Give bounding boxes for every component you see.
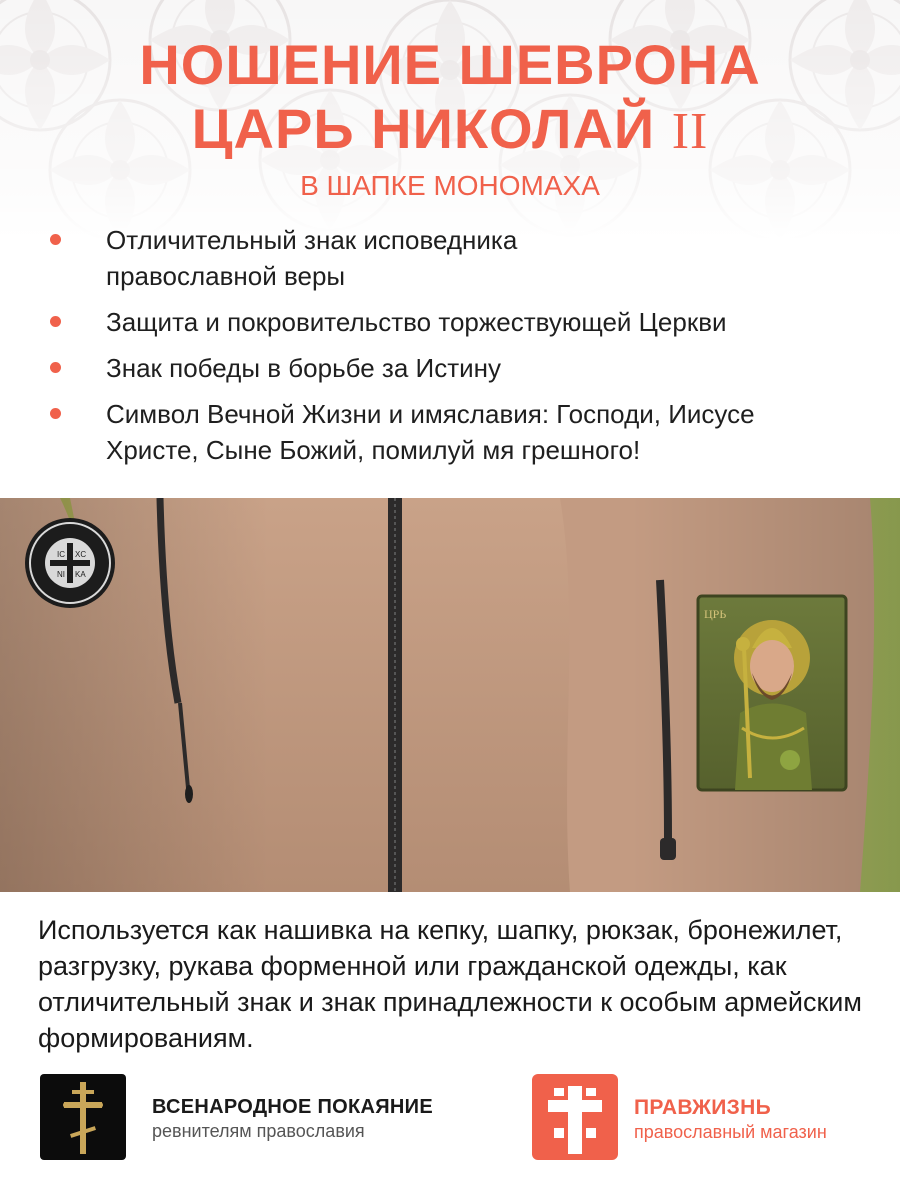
bullet-dot-icon [50, 362, 61, 373]
feature-item [48, 350, 878, 386]
logo-left-text [152, 1096, 433, 1142]
title-roman-numeral: II [671, 103, 709, 160]
feature-text: Знак победы в борьбе за Истину [106, 353, 501, 383]
feature-item [48, 304, 878, 340]
svg-text:NI: NI [57, 570, 65, 579]
header [0, 34, 900, 203]
left-logo-subtitle: ревнителям православия [152, 1121, 365, 1141]
usage-description: Используется как нашивка на кепку, шапку, рюкзак, бронежилет, разгрузку, рукава форменной или гражданской одежды, как отличительный знак и знак принадлежности к особым армейским формированиям. [38, 915, 862, 1053]
svg-text:IC: IC [57, 550, 65, 559]
feature-list [48, 222, 878, 478]
bullet-dot-icon [50, 234, 61, 245]
right-logo-title: ПРАВЖИЗНЬ [634, 1096, 771, 1119]
svg-text:XC: XC [75, 550, 87, 559]
bullet-dot-icon [50, 408, 61, 419]
logo-right-text [634, 1096, 827, 1143]
orthodox-cross-icon[interactable] [40, 1074, 126, 1160]
footer [0, 1072, 900, 1162]
tsar-icon-patch [698, 596, 846, 790]
svg-text:KA: KA [75, 570, 86, 579]
svg-text:ЦРЬ: ЦРЬ [704, 607, 727, 621]
feature-item [48, 396, 878, 468]
feature-text: Защита и покровительство торжествующей Церкви [106, 307, 727, 337]
bullet-dot-icon [50, 316, 61, 327]
feature-text: Символ Вечной Жизни и имяславия: Господи, Иисусе Христе, Сыне Божий, помилуй мя грешного! [106, 399, 755, 465]
right-logo-subtitle: православный магазин [634, 1122, 827, 1142]
page-title-line1: НОШЕНИЕ ШЕВРОНА [139, 33, 761, 96]
page-subtitle: В ШАПКЕ МОНОМАХА [300, 170, 600, 201]
pravzhizn-cross-icon[interactable] [532, 1074, 618, 1160]
page-title-line2 [0, 96, 900, 165]
round-patch [25, 518, 115, 608]
feature-item [48, 222, 878, 294]
product-photo [0, 498, 900, 892]
title-main: ЦАРЬ НИКОЛАЙ [191, 97, 656, 160]
left-logo-title: ВСЕНАРОДНОЕ ПОКАЯНИЕ [152, 1096, 433, 1118]
feature-text: Отличительный знак исповедника православной веры [106, 225, 518, 291]
